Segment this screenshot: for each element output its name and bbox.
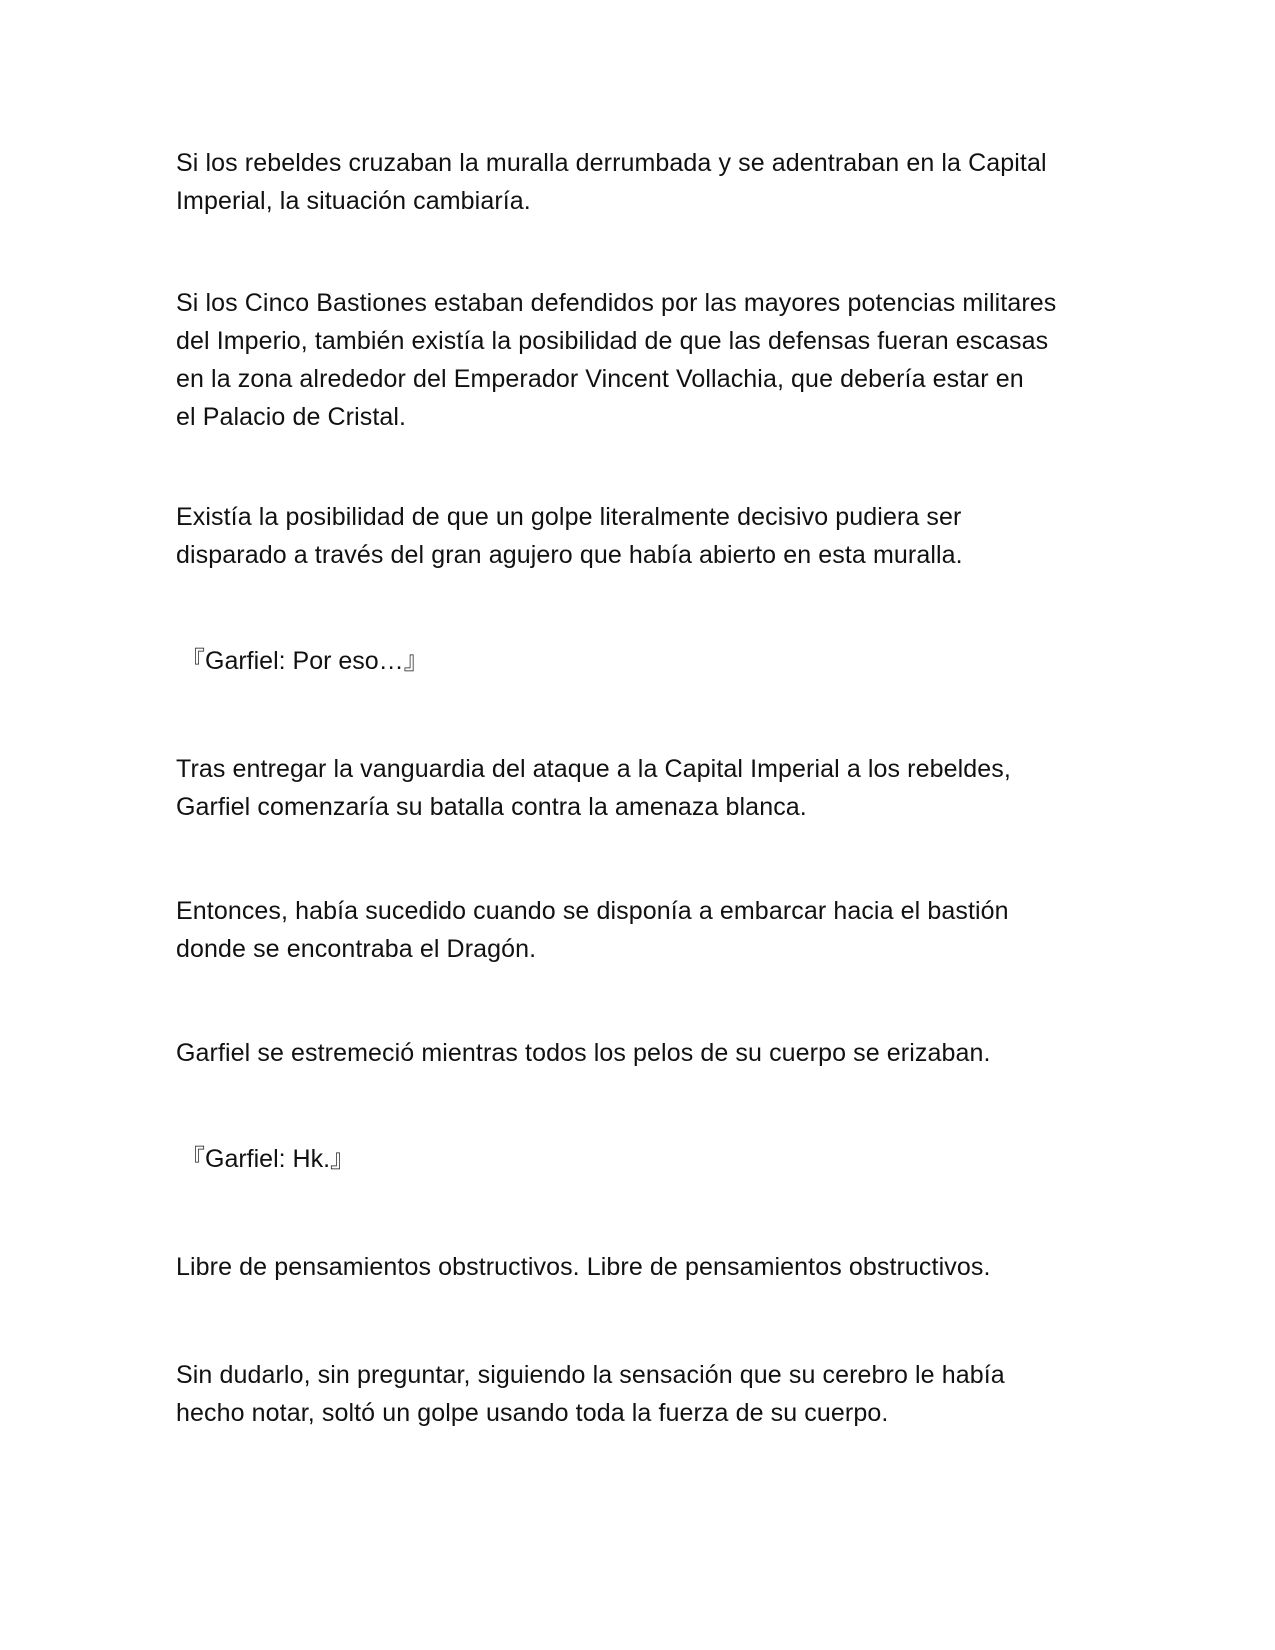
- paragraph-6: [176, 1034, 1116, 1072]
- paragraph-8: [176, 1356, 1116, 1432]
- paragraph-3: [176, 498, 1116, 574]
- paragraph-line: el Palacio de Cristal.: [176, 403, 407, 431]
- paragraph-4: [176, 750, 1116, 826]
- paragraph-line: Existía la posibilidad de que un golpe literalmente decisivo pudiera ser: [176, 503, 962, 531]
- paragraph-line: Imperial, la situación cambiaría.: [176, 187, 531, 215]
- paragraph-line: en la zona alrededor del Emperador Vincent Vollachia, que debería estar en: [176, 365, 1024, 393]
- paragraph-line: Sin dudarlo, sin preguntar, siguiendo la sensación que su cerebro le había: [176, 1361, 1005, 1389]
- paragraph-7: [176, 1248, 1116, 1286]
- dialogue-line-2: 『Garfiel: Hk.』: [180, 1145, 356, 1173]
- paragraph-line: donde se encontraba el Dragón.: [176, 935, 537, 963]
- paragraph-line: Libre de pensamientos obstructivos. Libre de pensamientos obstructivos.: [176, 1253, 991, 1281]
- dialogue-line-1: 『Garfiel: Por eso…』: [180, 647, 429, 675]
- paragraph-line: Entonces, había sucedido cuando se disponía a embarcar hacia el bastión: [176, 897, 1009, 925]
- paragraph-1: [176, 144, 1116, 220]
- paragraph-line: Garfiel se estremeció mientras todos los pelos de su cuerpo se erizaban.: [176, 1039, 991, 1067]
- paragraph-5: [176, 892, 1116, 968]
- paragraph-line: Si los Cinco Bastiones estaban defendidos por las mayores potencias militares: [176, 289, 1057, 317]
- paragraph-2: [176, 284, 1116, 436]
- paragraph-line: disparado a través del gran agujero que había abierto en esta muralla.: [176, 541, 963, 569]
- paragraph-line: del Imperio, también existía la posibilidad de que las defensas fueran escasas: [176, 327, 1049, 355]
- paragraph-line: Si los rebeldes cruzaban la muralla derrumbada y se adentraban en la Capital: [176, 149, 1047, 177]
- paragraph-line: Tras entregar la vanguardia del ataque a la Capital Imperial a los rebeldes,: [176, 755, 1011, 783]
- paragraph-line: Garfiel comenzaría su batalla contra la amenaza blanca.: [176, 793, 807, 821]
- paragraph-line: hecho notar, soltó un golpe usando toda la fuerza de su cuerpo.: [176, 1399, 889, 1427]
